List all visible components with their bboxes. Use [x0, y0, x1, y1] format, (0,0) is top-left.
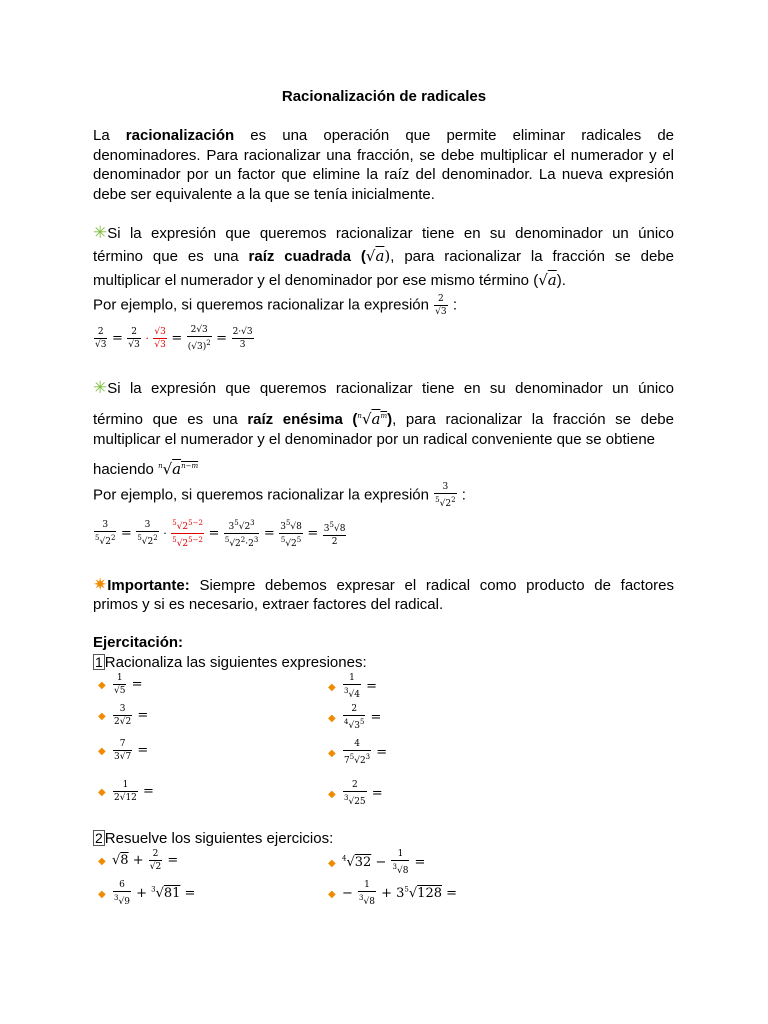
diamond-bullet-icon: ◆ [328, 889, 336, 900]
asterisk-icon: ✳ [93, 223, 108, 242]
diamond-bullet-icon: ◆ [328, 713, 336, 724]
case2-worked-example: $\frac{3}{^5√2^2}$ = $\frac{3}{^5√2^2}$ · $\frac{^5√2^{5-2}}{^5√2^{5-2}}$ = $\frac{3^5√2^3}{^5√2^2\cdot 2^3}$ = $\frac{3^5√8}{^5√2^5}$ = $\frac{3^5√8}{2}$ [95, 519, 346, 549]
case2-example-line: Por ejemplo, si queremos racionalizar la expresión $\frac{3}{^5√2^2}$ : [93, 482, 466, 509]
exercise-number-box: 2 [95, 830, 103, 846]
exercise-1-item: ◆ $\frac{1}{2√12}$ = [98, 780, 154, 803]
diamond-bullet-icon: ◆ [98, 856, 106, 867]
exercise-1-item: ◆ $\frac{1}{^3√4}$ = [328, 673, 377, 700]
exercise-2-item: ◆ − $\frac{1}{^3√8}$ + $3^5√128$ = [328, 880, 458, 907]
exercise-2-item: ◆ $\frac{6}{^3√9}$ + $^3$√81 = [98, 880, 196, 907]
diamond-bullet-icon: ◆ [328, 789, 336, 800]
page-title: Racionalización de radicales [281, 88, 487, 105]
exercise-2-item: ◆ $^4$√32 − $\frac{1}{^3√8}$ = [328, 849, 426, 876]
intro-line-4: debe ser equivalente a la que se tenía inicialmente. [93, 186, 435, 203]
intro-line-2: denominadores. Para racionalizar una fracción, se debe multiplicar el numerador y el [93, 147, 674, 164]
exercise-2-prompt: 2 Resuelve los siguientes ejercicios: [95, 830, 334, 847]
diamond-bullet-icon: ◆ [98, 746, 106, 757]
important-line-2: primos y si es necesario, extraer factores del radical. [93, 596, 444, 613]
exercise-1-prompt: 1 Racionaliza las siguientes expresiones: [95, 654, 367, 671]
example1-fraction: $\frac{2}{√3}$ [435, 294, 447, 317]
intro-line-1: La racionalización es una operación que permite eliminar radicales de [93, 127, 675, 144]
diamond-bullet-icon: ◆ [98, 680, 106, 691]
diamond-bullet-icon: ◆ [328, 748, 336, 759]
exercises-heading: Ejercitación: [93, 634, 184, 651]
case1-line-1: ✳Si la expresión que queremos racionalizar tiene en su denominador un único [93, 223, 674, 242]
exercise-1-item: ◆ $\frac{4}{7^5√2^3}$ = [328, 739, 388, 766]
case1-example-line: Por ejemplo, si queremos racionalizar la expresión $\frac{2}{√3}$ : [93, 294, 457, 317]
asterisk-icon: ✳ [93, 378, 108, 397]
exercise-1-item: ◆ $\frac{2}{^3√25}$ = [328, 780, 383, 807]
case2-line-3: multiplicar el numerador y el denominador por un radical conveniente que se obtiene [93, 431, 656, 448]
exercise-2-item: ◆ √8 + $\frac{2}{√2}$ = [98, 849, 179, 872]
example2-fraction: $\frac{3}{^5√2^2}$ [435, 482, 456, 509]
sqrt-a-symbol: √a) [365, 247, 391, 265]
diamond-bullet-icon: ◆ [328, 858, 336, 869]
case1-line-3: multiplicar el numerador y el denominador por ese mismo término (√a). [93, 271, 566, 289]
exercise-number-box: 1 [95, 654, 103, 670]
starburst-icon: ✷ [93, 575, 108, 594]
exercise-1-item: ◆ $\frac{1}{√5}$ = [98, 673, 143, 696]
exercise-1-item: ◆ $\frac{3}{2√2}$ = [98, 704, 149, 727]
nth-root-symbol: $^n√a^m$ [357, 410, 388, 428]
diamond-bullet-icon: ◆ [98, 711, 106, 722]
exercise-1-item: ◆ $\frac{2}{^4√3^5}$ = [328, 704, 382, 731]
case2-line-1: ✳Si la expresión que queremos racionalizar tiene en su denominador un único [93, 378, 674, 397]
case1-line-2: término que es una raíz cuadrada (√a), para racionalizar la fracción se debe [93, 247, 674, 265]
case2-line-2: término que es una raíz enésima $(^n√a^m)$, para racionalizar la fracción se debe [93, 410, 674, 428]
important-line-1: ✷Importante: Siempre debemos expresar el radical como producto de factores [93, 575, 675, 594]
diamond-bullet-icon: ◆ [98, 787, 106, 798]
intro-line-3: denominador por un factor que elimine la raíz del denominador. La nueva expresión [93, 166, 674, 183]
case1-worked-example: $\frac{2}{√3}$ = $\frac{2}{√3}$ · $\frac{√3}{√3}$ = $\frac{2√3}{(√3)^2}$ = $\frac{2\cdot√3}{3}$ [95, 325, 253, 352]
diamond-bullet-icon: ◆ [328, 682, 336, 693]
exercise-1-item: ◆ $\frac{7}{3√7}$ = [98, 739, 149, 762]
case2-line-4: haciendo $^n√a^{n-m}$ [93, 460, 199, 478]
diamond-bullet-icon: ◆ [98, 889, 106, 900]
